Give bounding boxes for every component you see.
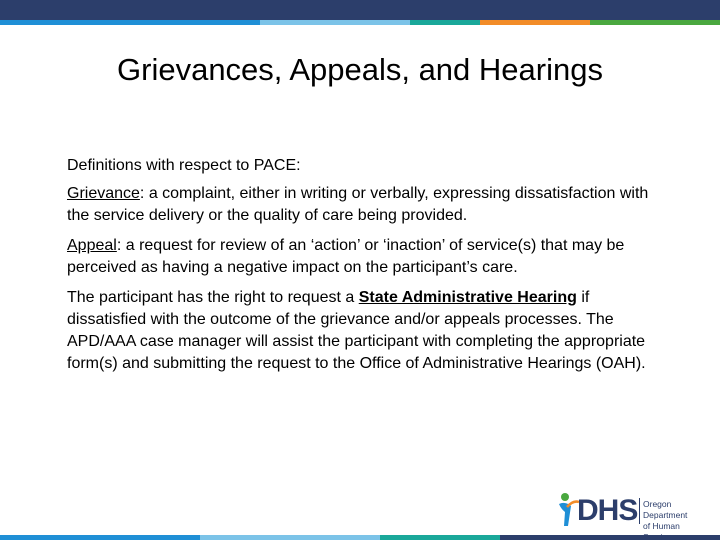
logo-wordmark: DHS	[577, 494, 638, 527]
bottom-stripe-blue	[0, 535, 200, 540]
dhs-logo	[555, 490, 705, 530]
appeal-text: : a request for review of an ‘action’ or ‘inaction’ of service(s) that may be perceived as having a negative impact on the participant’s care.	[67, 237, 625, 276]
top-color-stripes	[0, 20, 720, 25]
page-title: Grievances, Appeals, and Hearings	[117, 52, 603, 87]
stripe-teal	[410, 20, 480, 25]
bottom-color-stripes	[0, 535, 720, 540]
state-hearing-link[interactable]: State Administrative Hearing	[358, 289, 577, 306]
appeal-term: Appeal	[67, 237, 117, 254]
stripe-blue	[0, 20, 260, 25]
intro-text: Definitions with respect to PACE:	[67, 157, 301, 174]
logo-divider	[639, 498, 640, 524]
stripe-orange	[480, 20, 590, 25]
logo-org-line2: of Human	[643, 521, 680, 531]
logo-org-line1: Oregon Department	[643, 499, 688, 520]
grievance-term: Grievance	[67, 185, 140, 202]
stripe-lightblue	[260, 20, 410, 25]
grievance-text: : a complaint, either in writing or verbally, expressing dissatisfaction with the service delivery or the quality of care being provided.	[67, 185, 649, 224]
hearing-paragraph	[67, 287, 657, 375]
hearing-text-after: if dissatisfied with the outcome of the grievance and/or appeals processes. The APD/AAA case manager will assist the participant with completing the appropriate form(s) and submitting the request to the Office of Administrative Hearings (OAH).	[67, 289, 646, 372]
bottom-stripe-navy	[500, 535, 720, 540]
bottom-stripe-teal	[380, 535, 500, 540]
grievance-definition	[67, 183, 657, 227]
appeal-definition	[67, 235, 657, 279]
slide-body	[67, 155, 657, 383]
bottom-stripe-lightblue	[200, 535, 380, 540]
stripe-green	[590, 20, 720, 25]
top-banner	[0, 0, 720, 20]
hearing-text-before: The participant has the right to request a	[67, 289, 359, 306]
